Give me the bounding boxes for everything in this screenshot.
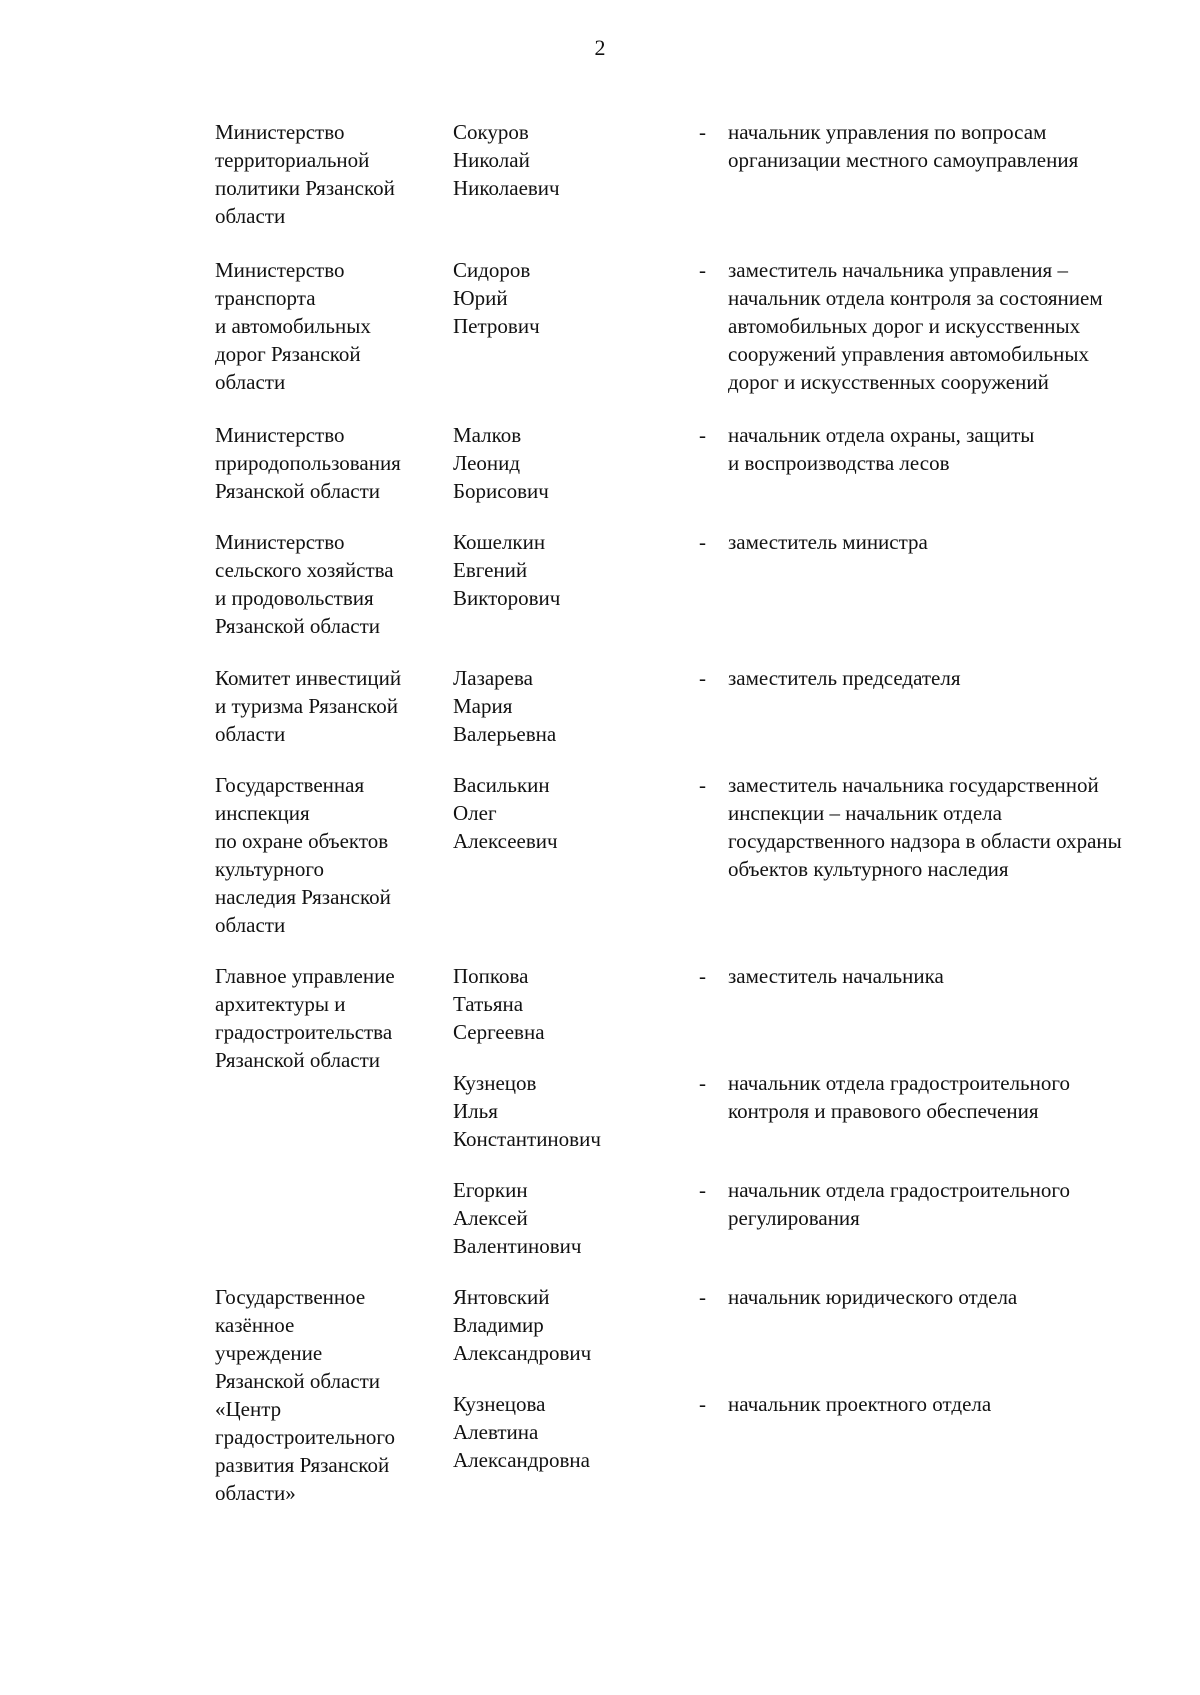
organization-name: Государственное казённое учреждение Рязанской области «Центр градостроительного развития Рязанской области» <box>215 1285 396 1505</box>
organization-name: Министерство территориальной политики Рязанской области <box>215 120 395 228</box>
person-name: Попкова Татьяна Сергеевна <box>453 964 545 1044</box>
position-title: начальник проектного отдела <box>728 1392 992 1416</box>
dash-separator: - <box>699 1392 706 1416</box>
person-name: Кошелкин Евгений Викторович <box>453 530 561 610</box>
person-name: Сидоров Юрий Петрович <box>453 258 540 338</box>
position-title: начальник отдела градостроительного регулирования <box>728 1178 1070 1230</box>
dash-separator: - <box>699 258 706 282</box>
dash-separator: - <box>699 120 706 144</box>
position-title: начальник отдела охраны, защиты и воспроизводства лесов <box>728 423 1035 475</box>
dash-separator: - <box>699 773 706 797</box>
person-name: Кузнецов Илья Константинович <box>453 1071 601 1151</box>
organization-name: Государственная инспекция по охране объектов культурного наследия Рязанской области <box>215 773 391 937</box>
dash-separator: - <box>699 666 706 690</box>
position-title: начальник управления по вопросам организации местного самоуправления <box>728 120 1079 172</box>
person-name: Егоркин Алексей Валентинович <box>453 1178 582 1258</box>
person-name: Малков Леонид Борисович <box>453 423 549 503</box>
page-number: 2 <box>594 35 606 60</box>
position-title: начальник юридического отдела <box>728 1285 1018 1309</box>
position-title: заместитель начальника государственной инспекции – начальник отдела государственного надзора в области охраны объектов культурного наследия <box>728 773 1122 881</box>
person-name: Сокуров Николай Николаевич <box>453 120 560 200</box>
dash-separator: - <box>699 1071 706 1095</box>
person-name: Кузнецова Алевтина Александровна <box>453 1392 590 1472</box>
position-title: заместитель начальника <box>728 964 944 988</box>
position-title: заместитель начальника управления – начальник отдела контроля за состоянием автомобильных дорог и искусственных сооружений управления автомобильных дорог и искусственных сооружений <box>728 258 1103 394</box>
dash-separator: - <box>699 423 706 447</box>
person-name: Лазарева Мария Валерьевна <box>453 666 557 746</box>
organization-name: Комитет инвестиций и туризма Рязанской области <box>215 666 402 746</box>
organization-name: Министерство сельского хозяйства и продовольствия Рязанской области <box>215 530 394 638</box>
dash-separator: - <box>699 530 706 554</box>
dash-separator: - <box>699 1178 706 1202</box>
organization-name: Министерство природопользования Рязанской области <box>215 423 401 503</box>
organization-name: Главное управление архитектуры и градостроительства Рязанской области <box>215 964 395 1072</box>
person-name: Василькин Олег Алексеевич <box>453 773 558 853</box>
position-title: заместитель министра <box>728 530 928 554</box>
dash-separator: - <box>699 1285 706 1309</box>
organization-name: Министерство транспорта и автомобильных дорог Рязанской области <box>215 258 371 394</box>
position-title: заместитель председателя <box>728 666 961 690</box>
position-title: начальник отдела градостроительного контроля и правового обеспечения <box>728 1071 1070 1123</box>
person-name: Янтовский Владимир Александрович <box>453 1285 592 1365</box>
dash-separator: - <box>699 964 706 988</box>
